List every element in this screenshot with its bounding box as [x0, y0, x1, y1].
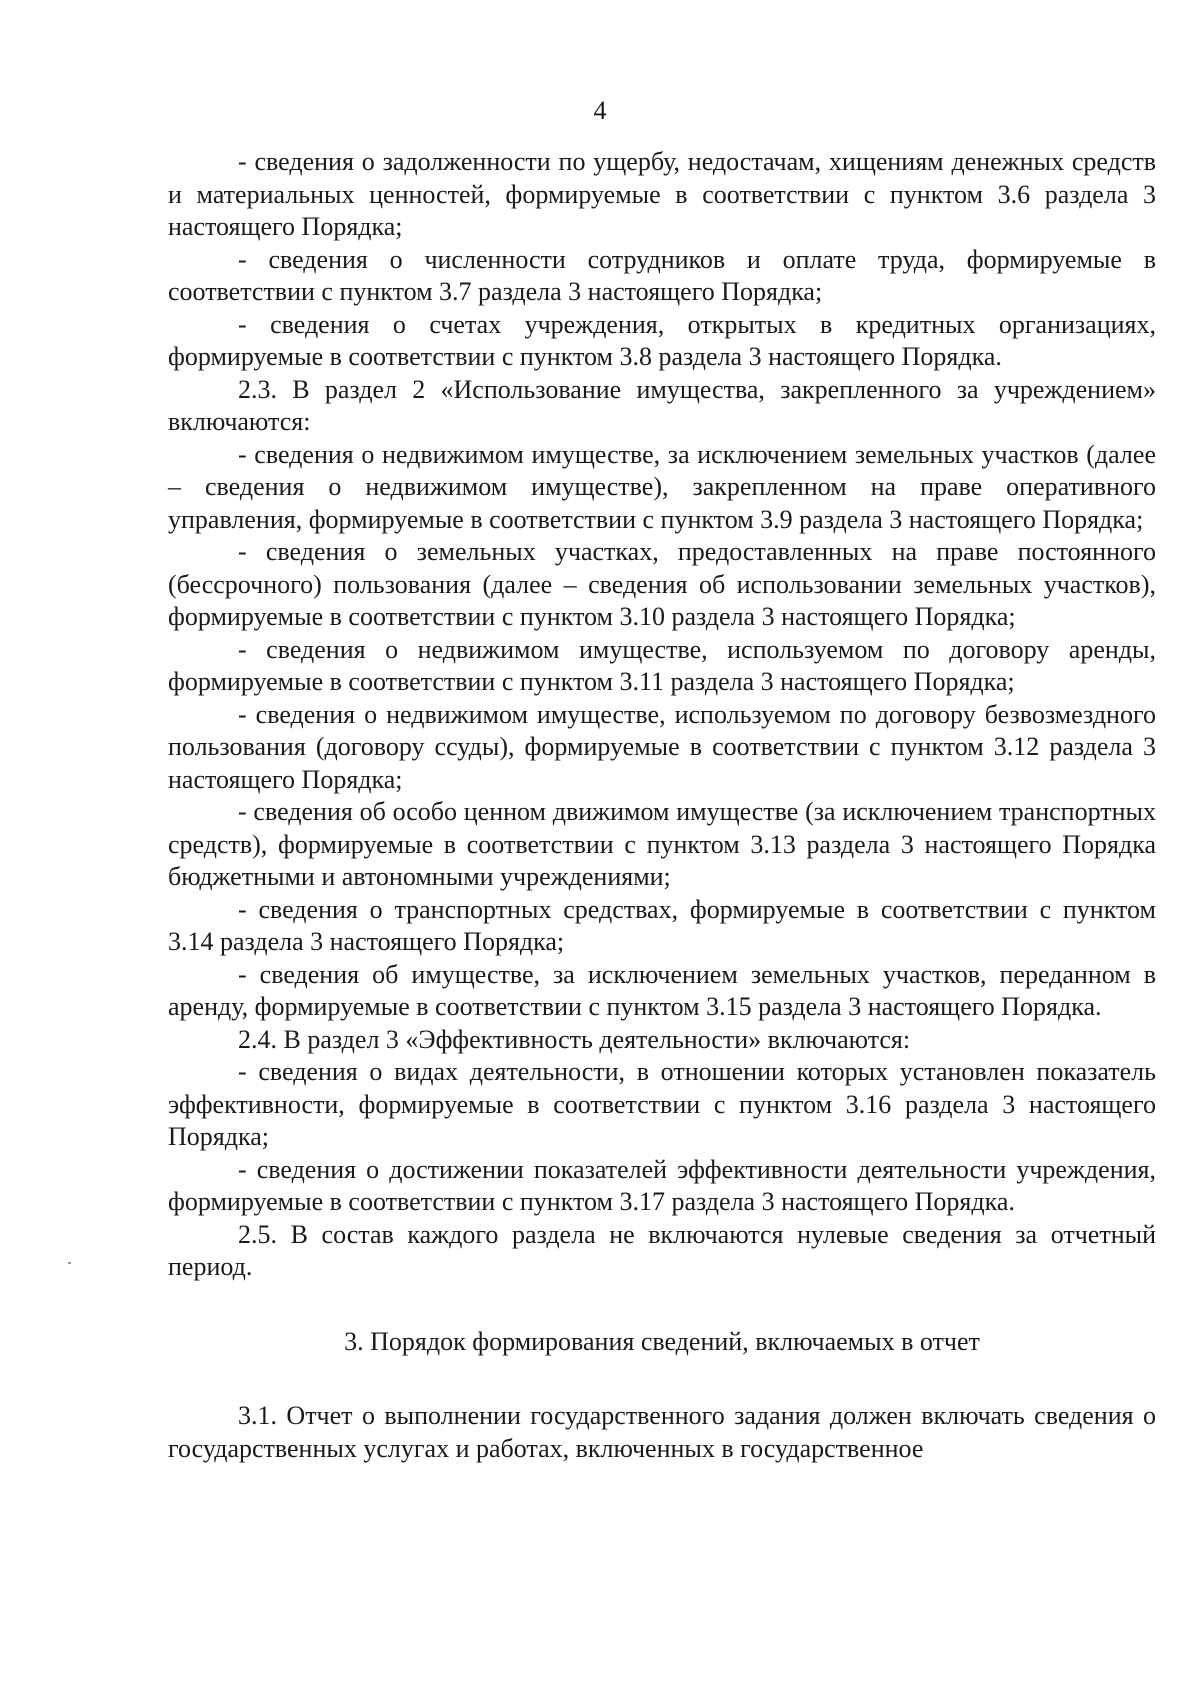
paragraph: - сведения о земельных участках, предоставленных на праве постоянного (бессрочного) пользования (далее – сведения об использовании земельных участков), формируемые в соответствии с пунктом 3.10 раздела 3 настоящего Порядка;	[168, 537, 1156, 631]
paragraph: - сведения о транспортных средствах, формируемые в соответствии с пунктом 3.14 раздела 3 настоящего Порядка;	[168, 894, 1156, 956]
paragraph: - сведения о недвижимом имуществе, используемом по договору аренды, формируемые в соответствии с пунктом 3.11 раздела 3 настоящего Порядка;	[168, 634, 1156, 696]
paragraph: 2.5. В состав каждого раздела не включаются нулевые сведения за отчетный период.	[168, 1219, 1156, 1281]
page-number: 4	[593, 96, 607, 125]
paragraph: 3.1. Отчет о выполнении государственного задания должен включать сведения о государственных услугах и работах, включенных в государственное	[168, 1401, 1156, 1463]
section-heading: 3. Порядок формирования сведений, включаемых в отчет	[344, 1326, 980, 1356]
paragraph: 2.4. В раздел 3 «Эффективность деятельности» включаются:	[238, 1024, 911, 1054]
paragraph: - сведения о численности сотрудников и оплате труда, формируемые в соответствии с пунктом 3.7 раздела 3 настоящего Порядка;	[168, 244, 1156, 306]
paragraph: - сведения о задолженности по ущербу, недостачам, хищениям денежных средств и материальных ценностей, формируемые в соответствии с пунктом 3.6 раздела 3 настоящего Порядка;	[168, 147, 1156, 241]
document-body	[168, 146, 1156, 1465]
paragraph: - сведения о счетах учреждения, открытых в кредитных организациях, формируемые в соответствии с пунктом 3.8 раздела 3 настоящего Порядка.	[168, 309, 1156, 371]
paragraph: - сведения о видах деятельности, в отношении которых установлен показатель эффективности, формируемые в соответствии с пунктом 3.16 раздела 3 настоящего Порядка;	[168, 1057, 1156, 1151]
scan-artifact	[68, 1262, 71, 1264]
paragraph: 2.3. В раздел 2 «Использование имущества, закрепленного за учреждением» включаются:	[168, 374, 1156, 436]
paragraph: - сведения об имуществе, за исключением земельных участков, переданном в аренду, формируемые в соответствии с пунктом 3.15 раздела 3 настоящего Порядка.	[168, 959, 1156, 1021]
paragraph: - сведения об особо ценном движимом имуществе (за исключением транспортных средств), формируемые в соответствии с пунктом 3.13 раздела 3 настоящего Порядка бюджетными и автономными учреждениями;	[168, 797, 1156, 891]
paragraph: - сведения о недвижимом имуществе, используемом по договору безвозмездного пользования (договору ссуды), формируемые в соответствии с пунктом 3.12 раздела 3 настоящего Порядка;	[168, 699, 1156, 794]
paragraph: - сведения о достижении показателей эффективности деятельности учреждения, формируемые в соответствии с пунктом 3.17 раздела 3 настоящего Порядка.	[168, 1154, 1156, 1216]
paragraph: - сведения о недвижимом имуществе, за исключением земельных участков (далее – сведения о недвижимом имуществе), закрепленном на праве оперативного управления, формируемые в соответствии с пунктом 3.9 раздела 3 настоящего Порядка;	[168, 439, 1156, 534]
